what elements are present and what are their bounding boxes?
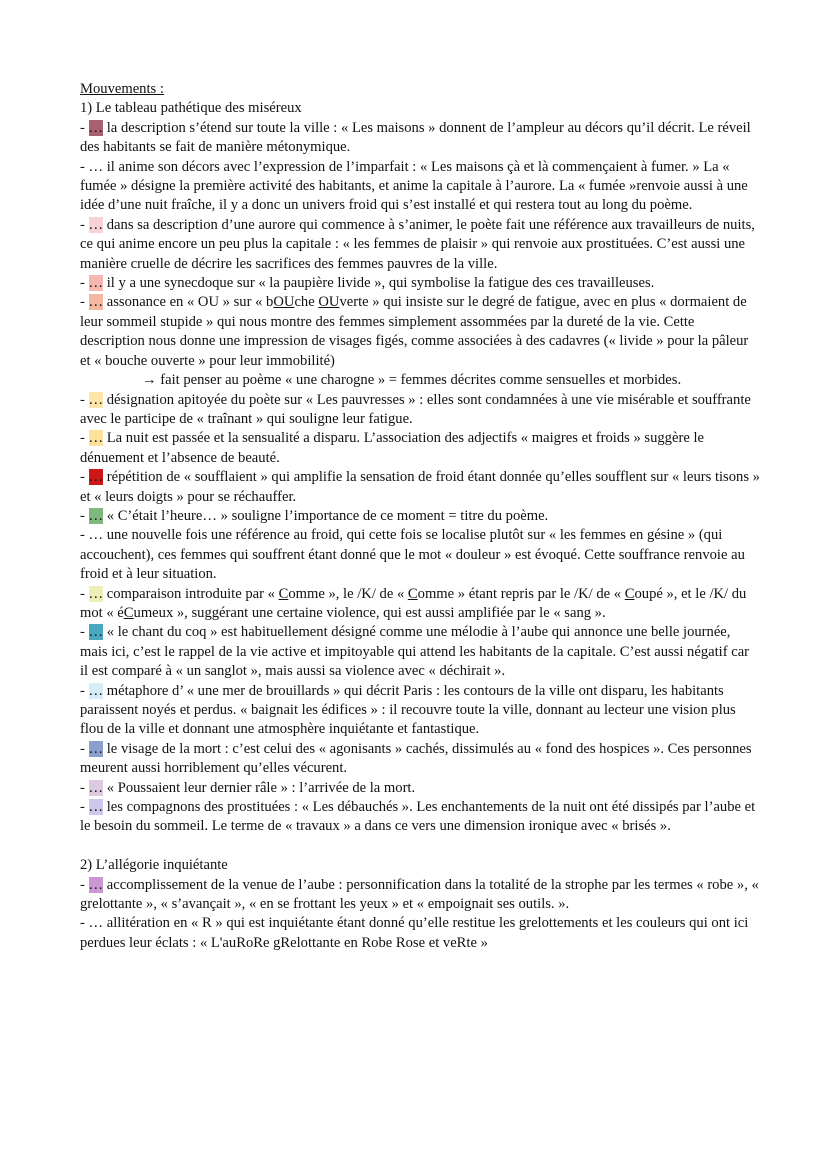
color-marker: …: [88, 779, 104, 796]
bullet-paragraph-6: - … désignation apitoyée du poète sur « Les pauvresses » : elles sont condamnées à une vie misérable et souffrante avec le participe de « traînant » qui souligne leur fatigue.: [80, 391, 751, 427]
bullet-paragraph-3: - … dans sa description d’une aurore qui commence à s’animer, le poète fait une référence aux travailleurs de nuits, ce qui anime encore un peu plus la capitale : « les femmes de plaisir » qui renvoie aux prostituées. C’est aussi une manière cruelle de décrire les sacrifices des femmes pauvres de la ville.: [80, 216, 755, 272]
arrow-note: → fait penser au poème « une charogne » = femmes décrites comme sensuelles et morbides.: [142, 372, 682, 389]
bullet-paragraph-15: - … « Poussaient leur dernier râle » : l’arrivée de la mort.: [80, 779, 416, 796]
color-marker: …: [88, 158, 104, 175]
color-marker: …: [88, 275, 104, 292]
bullet-paragraph-2: - … il anime son décors avec l’expression de l’imparfait : « Les maisons çà et là commençaient à fumer. » La « fumée » désigne la première activité des habitants, et anime la capitale à l’aurore. La « fumée »renvoie aussi à une idée d’une nuit fraîche, il y a donc un univers froid qui s’est installé et qui restera tout au long du poème.: [80, 158, 748, 214]
color-marker: …: [88, 799, 104, 816]
bullet-paragraph-18: - … allitération en « R » qui est inquiétante étant donné qu’elle restitue les grelottements et les couleurs qui ont ici perdues leur éclats : « L'auRoRe gRelottante en Robe Rose et veRte »: [80, 915, 749, 951]
color-marker: …: [88, 876, 104, 893]
color-marker: …: [88, 430, 104, 447]
color-marker: …: [88, 624, 104, 641]
bullet-paragraph-11: - … comparaison introduite par « Comme », le /K/ de « Comme » étant repris par le /K/ de « Coupé », et le /K/ du mot « éCumeux », suggérant une certaine violence, qui est aussi amplifiée par le « sang ».: [80, 585, 747, 621]
doc-title: Mouvements :: [80, 81, 164, 97]
bullet-paragraph-1: - … la description s’étend sur toute la ville : « Les maisons » donnent de l’ampleur au décors qu’il décrit. Le réveil des habitants se fait de manière métonymique.: [80, 119, 751, 156]
bullet-paragraph-9: - … « C’était l’heure… » souligne l’importance de ce moment = titre du poème.: [80, 507, 549, 524]
color-marker: …: [88, 294, 104, 311]
color-marker: …: [88, 585, 104, 602]
color-marker: …: [88, 119, 104, 136]
section-heading-1: 1) Le tableau pathétique des miséreux: [80, 100, 302, 117]
section-heading-2: 2) L’allégorie inquiétante: [80, 857, 228, 874]
color-marker: …: [88, 391, 104, 408]
section-spacer: [80, 837, 760, 856]
bullet-paragraph-8: - … répétition de « soufflaient » qui amplifie la sensation de froid étant donnée qu’elles soufflent sur « leurs tisons » et « leurs doigts » pour se réchauffer.: [80, 469, 760, 505]
document-page: [80, 80, 760, 953]
bullet-paragraph-12: - … « le chant du coq » est habituellement désigné comme une mélodie à l’aube qui annonce une belle journée, mais ici, c’est le rappel de la vie active et impitoyable qui attend les habitants de la capitale. C’est aussi négatif car il est comparé à « un sanglot », mais aussi sa violence avec « déchirait ».: [80, 624, 750, 680]
bullet-paragraph-4: - … il y a une synecdoque sur « la paupière livide », qui symbolise la fatigue des ces travailleuses.: [80, 275, 655, 292]
color-marker: …: [88, 216, 104, 233]
color-marker: …: [88, 740, 104, 757]
bullet-paragraph-10: - … une nouvelle fois une référence au froid, qui cette fois se localise plutôt sur « les femmes en gésine » (qui accouchent), ces femmes qui souffrent étant donné que le mot « douleur » est évoqué. Cette souffrance renvoie au froid et à leur situation.: [80, 527, 745, 583]
bullet-paragraph-16: - … les compagnons des prostituées : « Les débauchés ». Les enchantements de la nuit ont été dissipés par l’aube et le besoin du sommeil. Le terme de « travaux » a dans ce vers une dimension ironique avec « brisés ».: [80, 799, 756, 835]
bullet-paragraph-7: - … La nuit est passée et la sensualité a disparu. L’association des adjectifs « maigres et froids » suggère le dénuement et l’absence de beauté.: [80, 430, 704, 466]
bullet-paragraph-14: - … le visage de la mort : c’est celui des « agonisants » cachés, dissimulés au « fond des hospices ». Ces personnes meurent aussi horriblement qu’elles vécurent.: [80, 740, 752, 777]
bullet-paragraph-17: - … accomplissement de la venue de l’aube : personnification dans la totalité de la strophe par les termes « robe », « grelottante », « s’avançait », « en se frottant les yeux » et « empoignait ses outils. ».: [80, 876, 759, 913]
color-marker: …: [88, 527, 104, 544]
color-marker: …: [88, 469, 104, 486]
color-marker: …: [88, 682, 104, 699]
color-marker: …: [88, 915, 104, 932]
bullet-paragraph-5: - … assonance en « OU » sur « bOUche OUverte » qui insiste sur le degré de fatigue, avec en plus « dormaient de leur sommeil stupide » qui nous montre des femmes simplement assommées par la dureté de la vie. Cette description nous donne une impression de visages figés, comme associées à des cadavres (« livide » pour la pâleur et « bouche ouverte » pour leur immobilité): [80, 294, 749, 369]
color-marker: …: [88, 507, 104, 524]
bullet-paragraph-13: - … métaphore d’ « une mer de brouillards » qui décrit Paris : les contours de la ville ont disparu, les habitants paraissent noyés et perdus. « baignait les édifices » : il recouvre toute la ville, donnant au lecteur une vision plus flou de la ville et donnant une atmosphère inquiétante et fantastique.: [80, 682, 736, 738]
